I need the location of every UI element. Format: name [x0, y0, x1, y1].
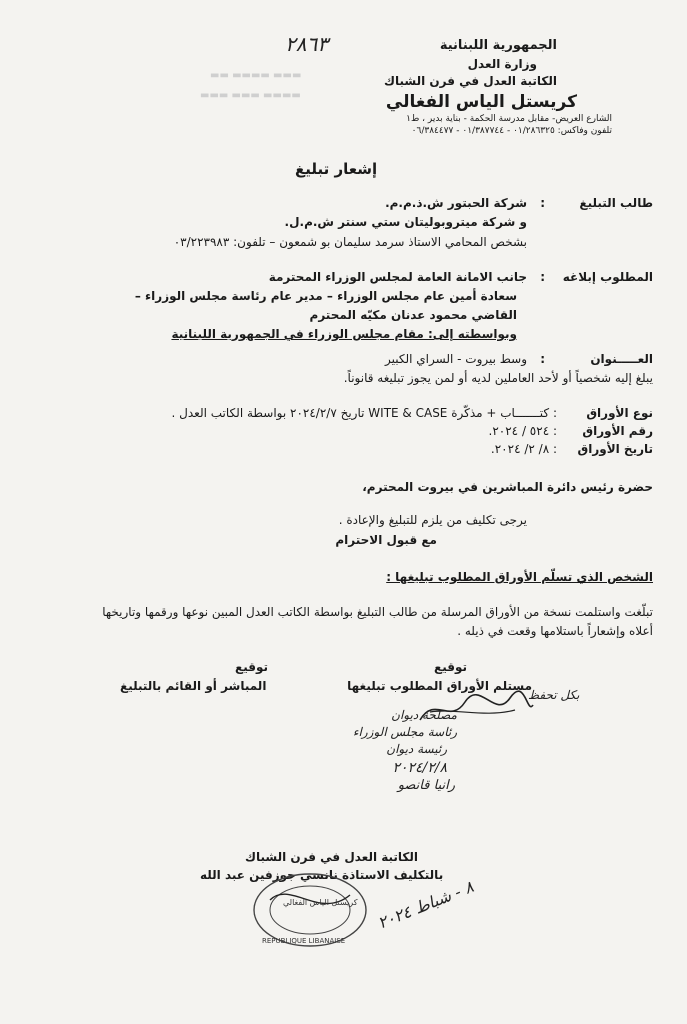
applicant-line2: و شركة ميتروبوليتان ستي سنتر ش.م.ل.	[284, 215, 527, 229]
bottom-handwritten-date: ٨ - شباط ٢٠٢٤	[375, 876, 477, 933]
regards-line: مع قبول الاحترام	[335, 533, 437, 547]
office-heading: الكاتبة العدل في فرن الشباك	[383, 74, 557, 88]
addressee-line: حضرة رئيس دائرة المباشرين في بيروت المحترم،	[362, 480, 653, 494]
papers-date-value: : ٨/ ٢/ ٢٠٢٤.	[490, 442, 557, 456]
stamp-line2: رئاسة مجلس الوزراء	[352, 725, 457, 739]
serial-number: ٢٨٦٣	[285, 32, 328, 56]
bleed-through-text: ▬▬▬▬ ▬▬▬ ▬▬▬	[200, 90, 301, 101]
papers-number-label: رقم الأوراق	[582, 424, 653, 438]
address-colon: :	[540, 352, 545, 366]
handwritten-date: ٢٠٢٤/٢/٨	[392, 760, 447, 776]
receiver-signature-title: توقيع	[434, 660, 467, 674]
recipient-line2: سعادة أمين عام مجلس الوزراء – مدير عام رئاسة مجلس الوزراء –	[134, 289, 517, 303]
applicant-colon: :	[540, 196, 545, 210]
address-label: العـــــنوان	[590, 352, 653, 366]
office-address: الشارع العريض- مقابل مدرسة الحكمة - بناية بدير ، ط١	[406, 114, 612, 124]
footer-by-order: بالتكليف الاستاذة نانسي جوزفين عبد الله	[200, 868, 444, 882]
office-phones: تلفون وفاكس: ٠١/٢٨٦٣٢٥ - ٠١/٣٨٧٧٤٤ - ٠٦/٣٨٤٤٧٧	[411, 126, 612, 136]
address-value: وسط بيروت - السراي الكبير	[384, 352, 527, 366]
stamp-line3: رئيسة ديوان	[386, 742, 447, 756]
delivery-notice: يبلغ إليه شخصياً أو لأحد العاملين لديه أو لمن يجوز تبليغه قانوناً.	[343, 371, 653, 385]
notary-name: كريستل الياس الفغالي	[385, 92, 577, 112]
recipient-line4: وبواسطته إلى: مقام مجلس الوزراء في الجمهورية اللبنانية	[171, 327, 517, 341]
request-line: يرجى تكليف من يلزم للتبليغ والإعادة .	[338, 513, 527, 527]
seal-text: REPUBLIQUE LIBANAISE	[262, 937, 346, 945]
recipient-label: المطلوب إبلاغه	[562, 270, 653, 284]
stamp-line1: مصلحة ديوان	[391, 708, 457, 722]
bleed-through-text: ▬▬▬ ▬▬▬▬ ▬▬	[210, 70, 302, 81]
ministry-heading: وزارة العدل	[467, 57, 537, 71]
footer-office: الكاتبة العدل في فرن الشباك	[245, 850, 419, 864]
papers-date-label: تاريخ الأوراق	[577, 442, 653, 456]
receiver-signature-caption: مستلم الأوراق المطلوب تبليغها	[347, 679, 532, 693]
papers-type-value: : كتـــــــاب + مذكّرة WITE & CASE تاريخ ٢٠٢٤/٢/٧ بواسطة الكاتب العدل .	[171, 406, 557, 420]
page-title: إشعار تبليغ	[295, 160, 378, 178]
applicant-line1: شركة الحبتور ش.ذ.م.م.	[385, 196, 527, 210]
bailiff-signature-title: توقيع	[235, 660, 268, 674]
bailiff-signature-caption: المباشر أو القائم بالتبليغ	[120, 679, 267, 693]
receiver-heading: الشخص الذي تسلّم الأوراق المطلوب تبليغها :	[386, 570, 653, 584]
handwritten-signer: رانيا قانصو	[397, 778, 455, 793]
papers-type-label: نوع الأوراق	[586, 406, 653, 420]
recipient-line1: جانب الامانة العامة لمجلس الوزراء المحترمة	[268, 270, 527, 284]
recipient-colon: :	[540, 270, 545, 284]
handwritten-note: بكل تحفظ	[528, 688, 580, 702]
recipient-line3: القاضي محمود عدنان مكيّه المحترم	[309, 308, 517, 322]
receipt-line2: أعلاه وإشعاراً باستلامها وقعت في ذيله .	[457, 624, 653, 638]
seal-inner-text: كريستل الياس الفغالي	[283, 898, 358, 907]
receipt-line1: تبلّغت واستلمت نسخة من الأوراق المرسلة من طالب التبليغ بواسطة الكاتب العدل المبين نوعها ورقمها وتاريخها	[102, 605, 653, 619]
applicant-label: طالب التبليغ	[579, 196, 653, 210]
republic-heading: الجمهورية اللبنانية	[439, 38, 557, 53]
applicant-line3: بشخص المحامي الاستاذ سرمد سليمان بو شمعون – تلفون: ٠٣/٢٢٣٩٨٣	[173, 235, 527, 249]
papers-number-value: : ٥٢٤ / ٢٠٢٤.	[488, 424, 557, 438]
